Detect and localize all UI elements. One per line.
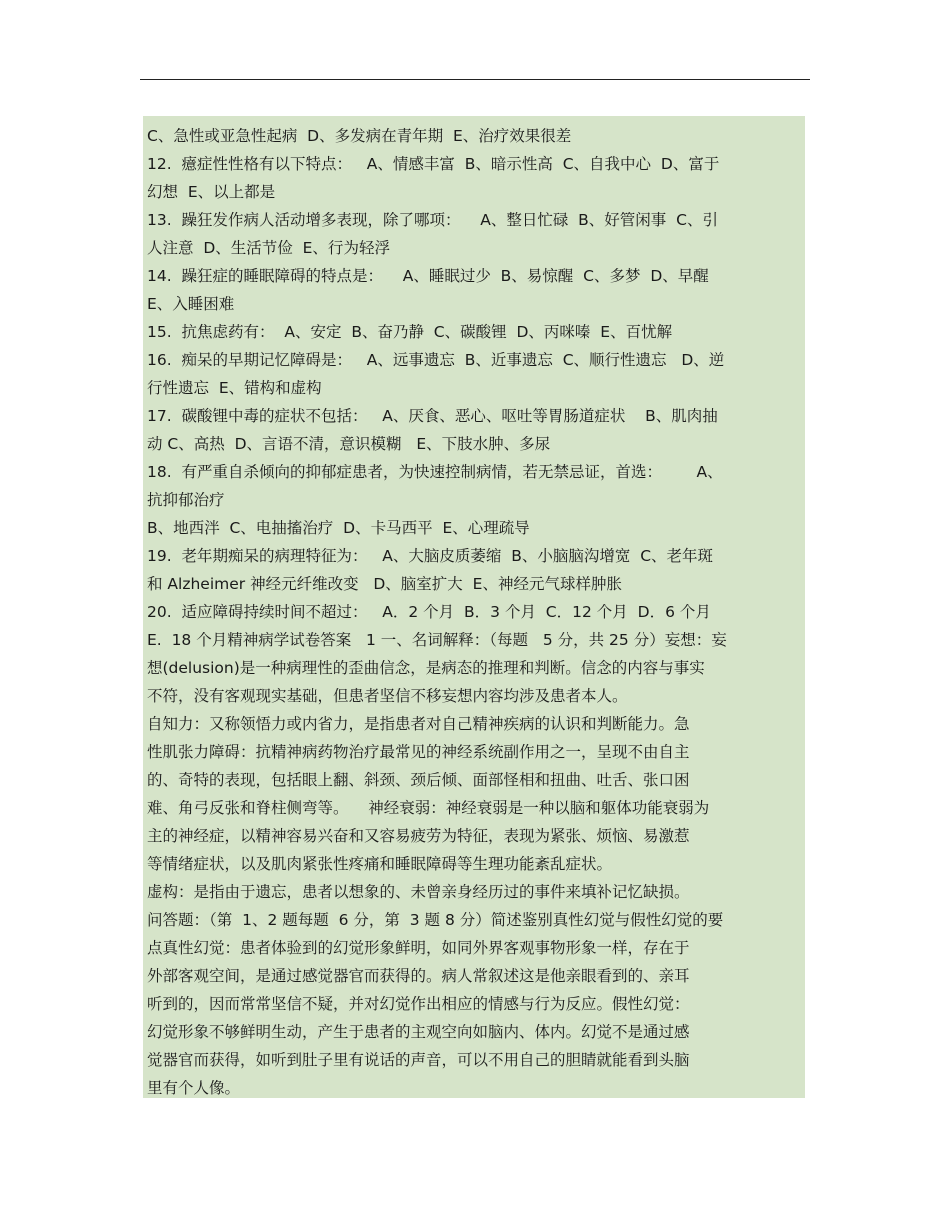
text-line: 14. 躁狂症的睡眠障碍的特点是： A、睡眠过少 B、易惊醒 C、多梦 D、早醒 (147, 267, 709, 285)
text-line: 的、奇特的表现，包括眼上翻、斜颈、颈后倾、面部怪相和扭曲、吐舌、张口困 (147, 771, 690, 789)
header-rule (140, 79, 810, 80)
text-line: 17. 碳酸锂中毒的症状不包括： A、厌食、恶心、呕吐等胃肠道症状 B、肌肉抽 (147, 407, 718, 425)
text-line: 12. 癔症性性格有以下特点： A、情感丰富 B、暗示性高 C、自我中心 D、富于 (147, 155, 720, 173)
text-line: 主的神经症，以精神容易兴奋和又容易疲劳为特征，表现为紧张、烦恼、易激惹 (147, 827, 690, 845)
text-line: 抗抑郁治疗 (147, 491, 225, 509)
text-line: 行性遗忘 E、错构和虚构 (147, 379, 322, 397)
text-line: 外部客观空间，是通过感觉器官而获得的。病人常叙述这是他亲眼看到的、亲耳 (147, 967, 690, 985)
text-line: 觉器官而获得，如听到肚子里有说话的声音，可以不用自己的胆睛就能看到头脑 (147, 1051, 690, 1069)
text-line: 自知力：又称领悟力或内省力，是指患者对自己精神疾病的认识和判断能力。急 (147, 715, 690, 733)
text-line: 听到的，因而常常坚信不疑，并对幻觉作出相应的情感与行为反应。假性幻觉： (147, 995, 690, 1013)
text-line: 等情绪症状，以及肌肉紧张性疼痛和睡眠障碍等生理功能紊乱症状。 (147, 855, 613, 873)
text-line: 问答题：（第 1、2 题每题 6 分，第 3 题 8 分）简述鉴别真性幻觉与假性幻觉的要 (147, 911, 724, 929)
text-line: 和 Alzheimer 神经元纤维改变 D、脑室扩大 E、神经元气球样肿胀 (147, 575, 622, 593)
text-line: 16. 痴呆的早期记忆障碍是： A、远事遗忘 B、近事遗忘 C、顺行性遗忘 D、逆 (147, 351, 725, 369)
text-line: 里有个人像。 (147, 1079, 241, 1097)
text-line: 不符，没有客观现实基础，但患者坚信不移妄想内容均涉及患者本人。 (147, 687, 628, 705)
text-line: 19. 老年期痴呆的病理特征为： A、大脑皮质萎缩 B、小脑脑沟增宽 C、老年斑 (147, 547, 714, 565)
text-line: 人注意 D、生活节俭 E、行为轻浮 (147, 239, 390, 257)
text-line: C、急性或亚急性起病 D、多发病在青年期 E、治疗效果很差 (147, 127, 572, 145)
text-line: 虚构：是指由于遗忘，患者以想象的、未曾亲身经历过的事件来填补记忆缺损。 (147, 883, 690, 901)
text-line: 动 C、高热 D、言语不清，意识模糊 E、下肢水肿、多尿 (147, 435, 551, 453)
text-line: E、入睡困难 (147, 295, 235, 313)
text-line: 想(delusion)是一种病理性的歪曲信念，是病态的推理和判断。信念的内容与事实 (147, 659, 705, 677)
document-body (143, 116, 805, 1098)
text-line: 幻觉形象不够鲜明生动，产生于患者的主观空向如脑内、体内。幻觉不是通过感 (147, 1023, 690, 1041)
text-line: 难、角弓反张和脊柱侧弯等。 神经衰弱：神经衰弱是一种以脑和躯体功能衰弱为 (147, 799, 710, 817)
text-line: E. 18 个月精神病学试卷答案 1 一、名词解释：（每题 5 分，共 25 分）妄想：妄 (147, 631, 727, 649)
text-line: 20. 适应障碍持续时间不超过： A．2 个月 B．3 个月 C．12 个月 D．6 个月 (147, 603, 711, 621)
text-line: 18. 有严重自杀倾向的抑郁症患者，为快速控制病情，若无禁忌证，首选： A、 (147, 463, 723, 481)
text-line: 点真性幻觉：患者体验到的幻觉形象鲜明，如同外界客观事物形象一样，存在于 (147, 939, 690, 957)
text-line: 13. 躁狂发作病人活动增多表现，除了哪项： A、整日忙碌 B、好管闲事 C、引 (147, 211, 718, 229)
text-line: B、地西泮 C、电抽搐治疗 D、卡马西平 E、心理疏导 (147, 519, 530, 537)
text-line: 性肌张力障碍：抗精神病药物治疗最常见的神经系统副作用之一，呈现不由自主 (147, 743, 690, 761)
text-line: 15. 抗焦虑药有： A、安定 B、奋乃静 C、碳酸锂 D、丙咪嗪 E、百忧解 (147, 323, 673, 341)
text-line: 幻想 E、以上都是 (147, 183, 276, 201)
